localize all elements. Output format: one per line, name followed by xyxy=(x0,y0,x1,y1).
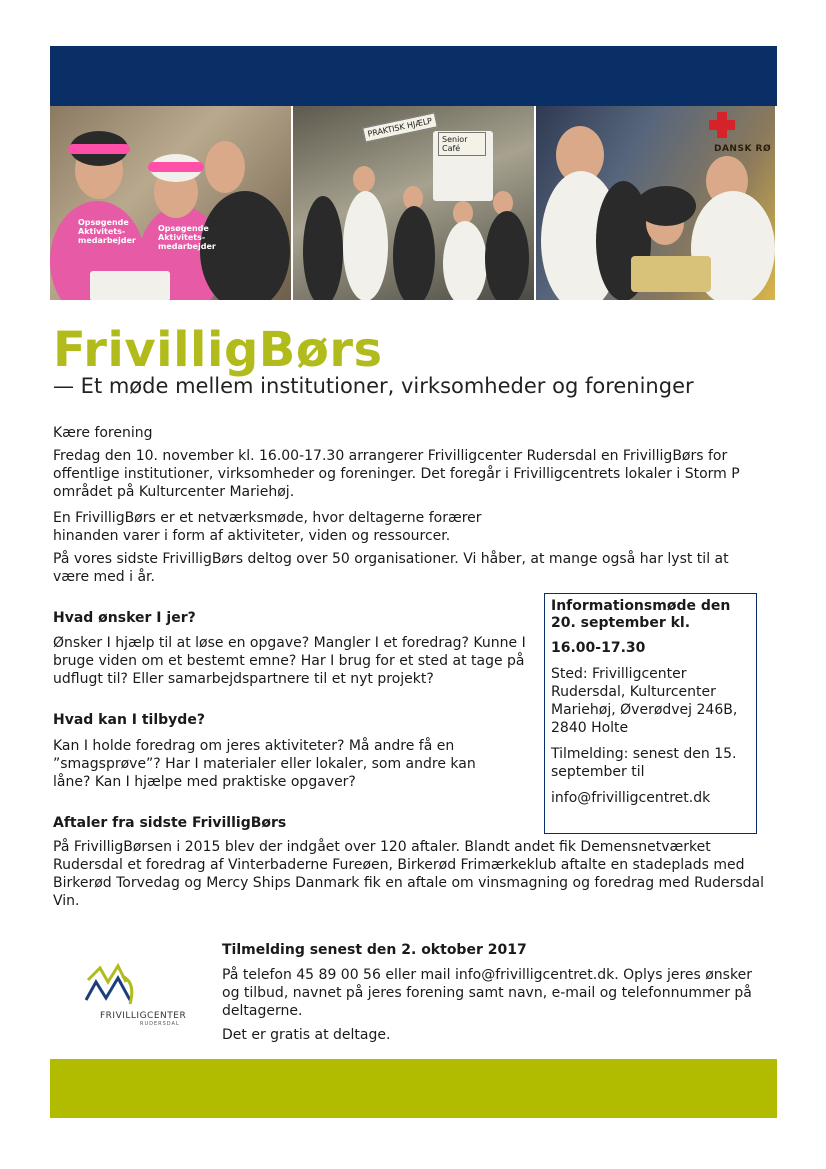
registration-text: På telefon 45 89 00 56 eller mail info@frivilligcentret.dk. Oplys jeres ønsker og tilbud, navnet på jeres forening samt navn, e-mail og telefonnummer på deltagerne. xyxy=(222,967,752,1019)
free-note: Det er gratis at deltage. xyxy=(222,1027,391,1043)
participation-paragraph: På vores sidste FrivilligBørs deltog over 50 organisationer. Vi håber, at mange også har lyst til at være med i år. xyxy=(53,551,729,585)
section-agreements-text: På FrivilligBørsen i 2015 blev der indgået over 120 aftaler. Blandt andet fik Demensnetværket Rudersdal et foredrag af Vinterbaderne Fureøen, Birkerød Frimærkeklub aftalte en stadeplads med Birkerød Torvedag og Mercy Ships Danmark fik en aftale om vinsmagning og foredrag med Rudersdal Vin. xyxy=(53,839,764,909)
section-agreements-heading: Aftaler fra sidste FrivilligBørs xyxy=(53,815,287,831)
senior-sign: Senior Café xyxy=(438,132,486,156)
info-meeting-box xyxy=(544,593,757,834)
section-wishes-heading: Hvad ønsker I jer? xyxy=(53,610,196,626)
photo-volunteers xyxy=(50,106,291,300)
header-bar xyxy=(50,46,777,106)
section-offer-text: Kan I holde foredrag om jeres aktiviteter? Må andre få en ”smagsprøve”? Har I materialer eller lokaler, som andre kan låne? Kan I hjælpe med praktiske opgaver? xyxy=(53,738,476,790)
page-title: FrivilligBørs xyxy=(53,322,383,378)
info-box-email: info@frivilligcentret.dk xyxy=(551,790,711,806)
logo-subtitle: RUDERSDAL xyxy=(140,1021,180,1027)
info-box-time: 16.00-17.30 xyxy=(551,640,646,656)
dansk-label: DANSK RØ xyxy=(714,144,772,154)
intro-paragraph: Fredag den 10. november kl. 16.00-17.30 arrangerer Frivilligcenter Rudersdal en FrivilligBørs for offentlige institutioner, virksomheder og foreninger. Det foregår i Frivilligcentrets lokaler i Storm P området på Kulturcenter Mariehøj. xyxy=(53,448,740,500)
info-box-signup: Tilmelding: senest den 15. september til xyxy=(551,746,737,780)
red-cross-icon xyxy=(709,112,735,138)
logo-name: FRIVILLIGCENTER xyxy=(100,1011,187,1021)
praktisk-sign: PRAKTISK HJÆLP xyxy=(362,113,437,143)
photo-red-cross-stand xyxy=(536,106,775,300)
section-offer-heading: Hvad kan I tilbyde? xyxy=(53,712,205,728)
section-wishes-text: Ønsker I hjælp til at løse en opgave? Mangler I et foredrag? Kunne I bruge viden om et bestemt emne? Har I brug for et sted at tage på udflugt til? Eller samarbejdspartnere til et nyt projekt? xyxy=(53,635,526,687)
footer-bar xyxy=(50,1059,777,1118)
info-box-title: Informationsmøde den 20. september kl. xyxy=(551,598,731,631)
registration-heading: Tilmelding senest den 2. oktober 2017 xyxy=(222,942,527,958)
description-paragraph: En FrivilligBørs er et netværksmøde, hvor deltagerne forærer hinanden varer i form af aktiviteter, viden og ressourcer. xyxy=(53,510,482,544)
shirt-print: Opsøgende Aktivitets- medarbejder xyxy=(78,218,136,245)
photo-strip xyxy=(50,106,775,300)
photo-crowd xyxy=(293,106,534,300)
page-subtitle: — Et møde mellem institutioner, virksomheder og foreninger xyxy=(53,374,694,398)
shirt-print-2: Opsøgende Aktivitets- medarbejder xyxy=(158,224,216,251)
info-box-place: Sted: Frivilligcenter Rudersdal, Kulturcenter Mariehøj, Øverødvej 246B, 2840 Holte xyxy=(551,666,738,736)
greeting: Kære forening xyxy=(53,425,153,441)
